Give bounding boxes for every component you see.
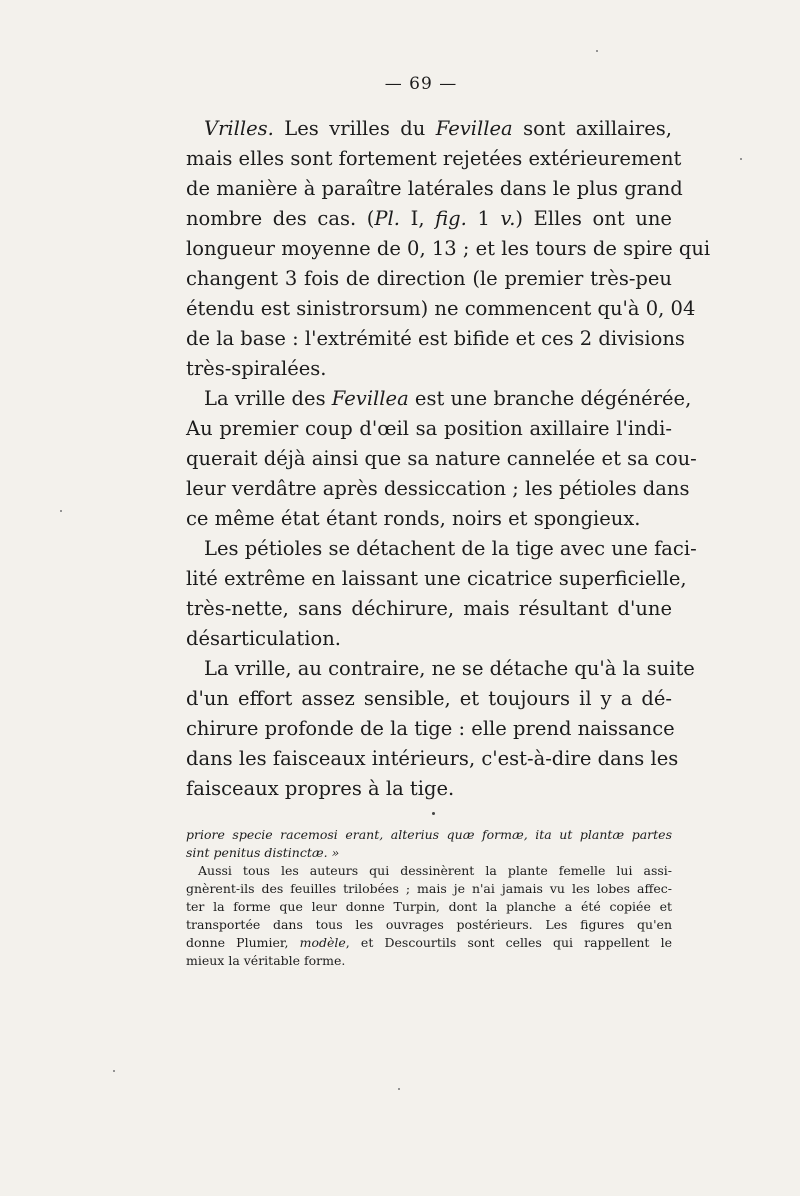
paragraph-2-line-5: ce même état étant ronds, noirs et spongieux. [186, 507, 641, 530]
paragraph-4-line-1: La vrille, au contraire, ne se détache qu'à la suite [204, 657, 695, 680]
main-text [186, 114, 711, 804]
paragraph-1-line-2: mais elles sont fortement rejetées extérieurement [186, 147, 682, 170]
paragraph-1-line-3: de manière à paraître latérales dans le plus grand [186, 177, 683, 200]
footnote-2-line-2: gnèrent-ils des feuilles trilobées ; mais je n'ai jamais vu les lobes affec- [186, 881, 672, 896]
paper-speck [398, 1088, 400, 1090]
footnote-1-line-2: sint penitus distinctæ. » [186, 845, 340, 860]
paragraph-3-line-3: très-nette, sans déchirure, mais résultant d'une [186, 597, 672, 620]
paragraph-2-line-2: Au premier coup d'œil sa position axillaire l'indi- [186, 417, 672, 440]
text-run: ) Elles ont une [515, 207, 672, 230]
text-run: nombre des cas. ( [186, 207, 375, 230]
paragraph-3-line-4: désarticulation. [186, 627, 341, 650]
footnote-1-line-1: priore specie racemosi erant, alterius quæ formæ, ita ut plantæ partes [186, 827, 672, 842]
footnote-separator-dot [432, 812, 435, 815]
text-run: 1 [466, 207, 501, 230]
paper-speck [596, 50, 598, 52]
text-run: Les vrilles du [273, 117, 436, 140]
text-run: I, [399, 207, 436, 230]
paper-speck [60, 510, 62, 512]
paragraph-2-line-1 [186, 384, 692, 414]
paper-speck [740, 158, 742, 160]
page-number: — 69 — [384, 74, 458, 94]
footnote-2-line-6: mieux la véritable forme. [186, 953, 346, 968]
letter-ref: v. [500, 207, 516, 230]
text-run: , et Descourtils sont celles qui rappellent le [345, 935, 672, 950]
paragraph-1-line-9: très-spiralées. [186, 357, 327, 380]
paragraph-1-line-8: de la base : l'extrémité est bifide et ces 2 divisions [186, 327, 685, 350]
paragraph-2-line-3: querait déjà ainsi que sa nature cannelée et sa cou- [186, 447, 697, 470]
text-run: sont axillaires, [512, 117, 672, 140]
paragraph-4-line-4: dans les faisceaux intérieurs, c'est-à-dire dans les [186, 747, 679, 770]
paragraph-1-line-5: longueur moyenne de 0, 13 ; et les tours de spire qui [186, 237, 711, 260]
footnote-2-line-4: transportée dans tous les ouvrages postérieurs. Les figures qu'en [186, 917, 672, 932]
paragraph-1-line-4 [186, 204, 672, 234]
paper-speck [113, 1070, 115, 1072]
paragraph-1-line-7: étendu est sinistrorsum) ne commencent qu'à 0, 04 [186, 297, 696, 320]
footnote-2-line-5 [186, 934, 672, 952]
plate-ref: Pl. [374, 207, 400, 230]
paragraph-1-line-1 [186, 114, 672, 144]
genus-name: Fevillea [331, 387, 409, 410]
paragraph-1-line-6: changent 3 fois de direction (le premier très-peu [186, 267, 672, 290]
text-run: donne Plumier, [186, 935, 300, 950]
paragraph-3-line-2: lité extrême en laissant une cicatrice superficielle, [186, 567, 687, 590]
footnotes [186, 826, 672, 970]
paragraph-2-line-4: leur verdâtre après dessiccation ; les pétioles dans [186, 477, 690, 500]
text-run: est une branche dégénérée, [408, 387, 692, 410]
footnote-2-line-3: ter la forme que leur donne Turpin, dont la planche a été copiée et [186, 899, 672, 914]
paragraph-4-line-3: chirure profonde de la tige : elle prend naissance [186, 717, 675, 740]
italic-word: modèle [299, 935, 346, 950]
heading-vrilles: Vrilles. [204, 117, 274, 140]
genus-name: Fevillea [435, 117, 513, 140]
paragraph-4-line-5: faisceaux propres à la tige. [186, 777, 455, 800]
footnote-2-line-1: Aussi tous les auteurs qui dessinèrent la plante femelle lui assi- [198, 863, 672, 878]
text-run: La vrille des [204, 387, 332, 410]
paragraph-3-line-1: Les pétioles se détachent de la tige avec une faci- [204, 537, 697, 560]
paragraph-4-line-2: d'un effort assez sensible, et toujours il y a dé- [186, 687, 672, 710]
figure-ref: fig. [435, 207, 467, 230]
